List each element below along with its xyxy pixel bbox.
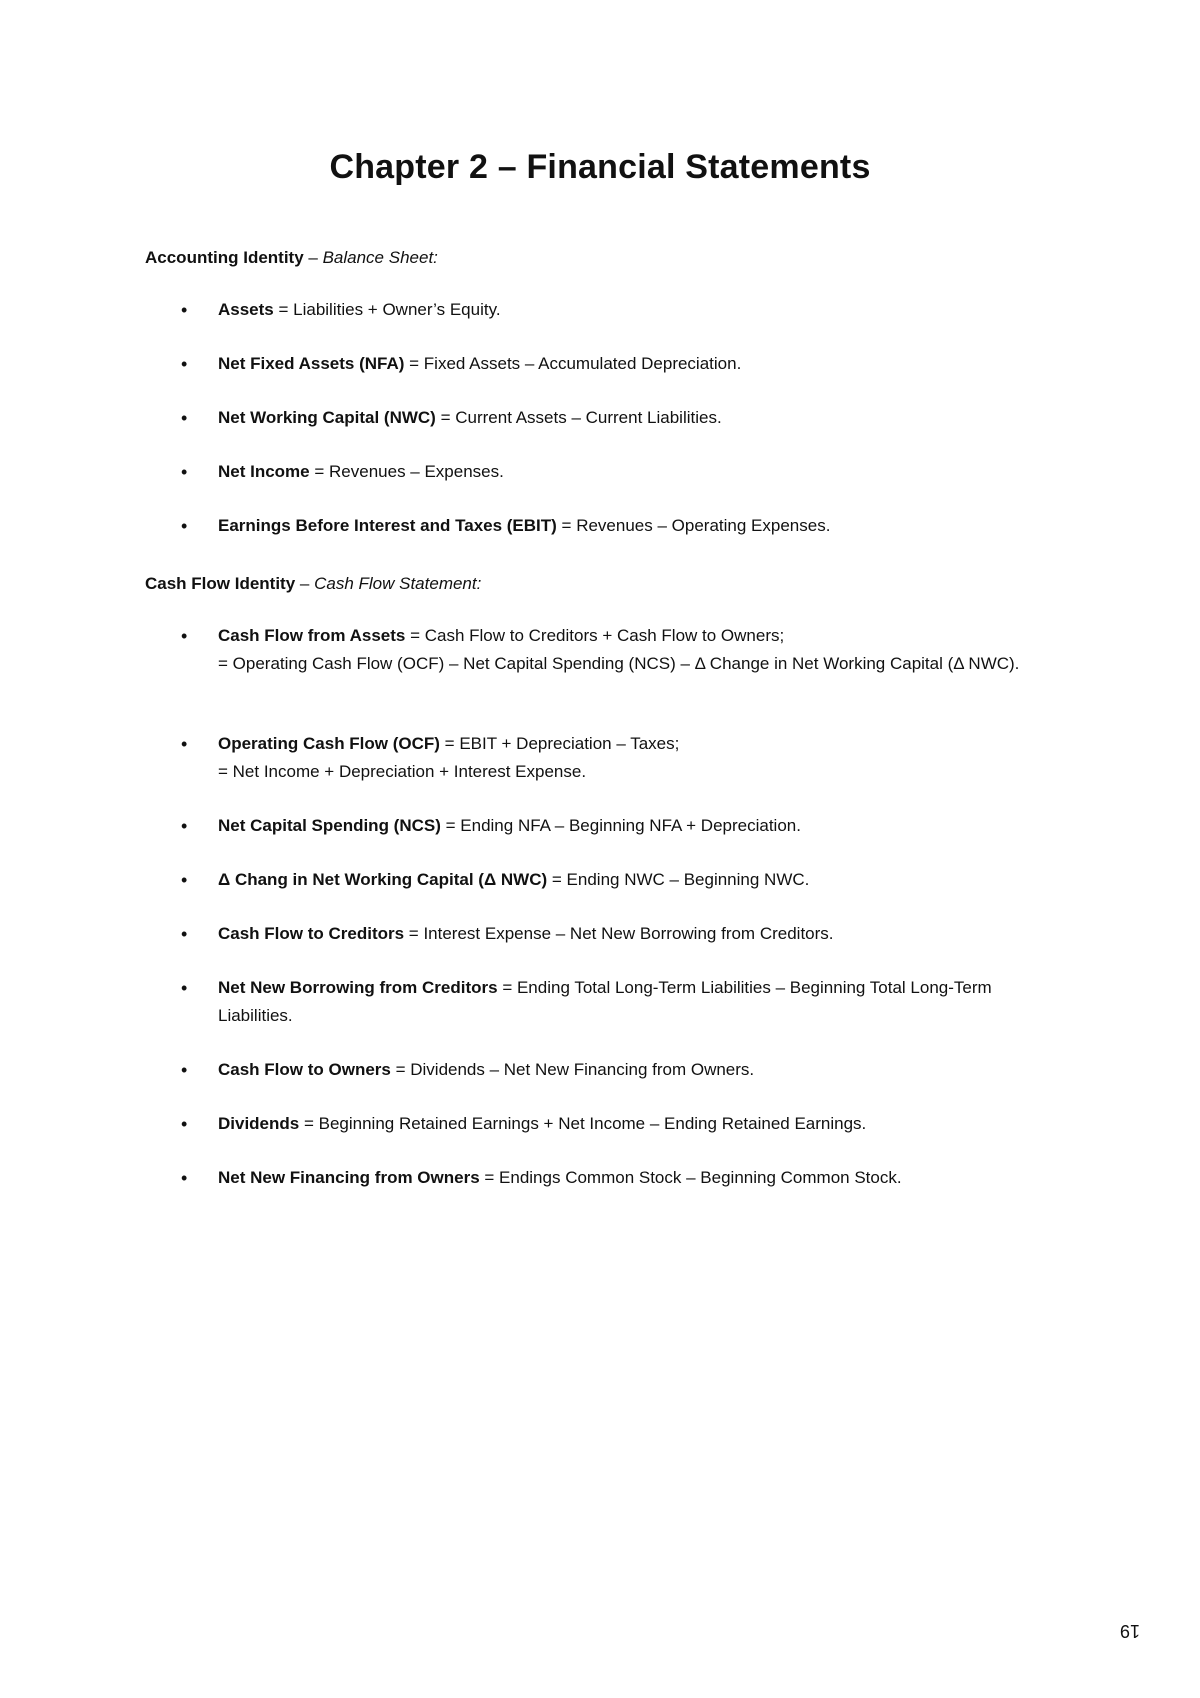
bullet-icon: • — [181, 978, 188, 998]
item-term: Δ Chang in Net Working Capital (Δ NWC) — [218, 870, 548, 889]
bullet-icon: • — [181, 816, 188, 836]
item-term: Net Fixed Assets (NFA) — [218, 354, 405, 373]
bullet-icon: • — [181, 626, 188, 646]
item-definition: = Dividends – Net New Financing from Owners. — [390, 1060, 755, 1079]
bullet-icon: • — [181, 1114, 188, 1134]
item-definition: = Revenues – Operating Expenses. — [556, 516, 831, 535]
item-definition: = Beginning Retained Earnings + Net Income – Ending Retained Earnings. — [299, 1114, 867, 1133]
list-item — [145, 512, 1065, 540]
item-term: Cash Flow to Creditors — [218, 924, 405, 943]
item-continuation: = Net Income + Depreciation + Interest Expense. — [218, 762, 587, 781]
list-item — [145, 866, 1065, 894]
item-continuation: = Operating Cash Flow (OCF) – Net Capital Spending (NCS) – Δ Change in Net Working Capital (Δ NWC). — [218, 654, 1020, 673]
bullet-icon: • — [181, 408, 188, 428]
bullet-icon: • — [181, 1168, 188, 1188]
item-term: Dividends — [218, 1114, 300, 1133]
section-heading-term: Accounting Identity — [145, 248, 304, 267]
section-heading-sep: – — [303, 248, 323, 267]
item-term: Net Income — [218, 462, 310, 481]
list-item — [145, 458, 1065, 486]
bullet-icon: • — [181, 924, 188, 944]
item-term: Net New Financing from Owners — [218, 1168, 480, 1187]
item-definition: = Interest Expense – Net New Borrowing from Creditors. — [404, 924, 834, 943]
page-title: Chapter 2 – Financial Statements — [329, 148, 871, 186]
bullet-icon: • — [181, 300, 188, 320]
item-definition: = Fixed Assets – Accumulated Depreciation. — [404, 354, 742, 373]
list-item — [145, 350, 1065, 378]
section-heading-accounting — [145, 246, 438, 270]
item-term: Net Working Capital (NWC) — [218, 408, 436, 427]
list-item — [145, 730, 1065, 786]
item-term: Cash Flow from Assets — [218, 626, 406, 645]
list-item — [145, 920, 1065, 948]
list-item — [145, 622, 1065, 678]
item-definition: = Cash Flow to Creditors + Cash Flow to Owners; — [405, 626, 785, 645]
bullet-icon: • — [181, 354, 188, 374]
item-definition: = EBIT + Depreciation – Taxes; — [439, 734, 680, 753]
list-item — [145, 974, 1065, 1030]
list-item — [145, 1056, 1065, 1084]
item-definition: = Ending NFA – Beginning NFA + Depreciation. — [440, 816, 801, 835]
item-definition: = Liabilities + Owner’s Equity. — [273, 300, 501, 319]
list-item — [145, 1164, 1065, 1192]
list-item — [145, 1110, 1065, 1138]
section-heading-term: Cash Flow Identity — [145, 574, 296, 593]
item-definition: = Ending Total Long-Term Liabilities – Beginning Total Long-Term Liabilities. — [218, 978, 992, 1025]
bullet-icon: • — [181, 1060, 188, 1080]
item-term: Cash Flow to Owners — [218, 1060, 391, 1079]
bullet-icon: • — [181, 462, 188, 482]
list-item — [145, 404, 1065, 432]
section-heading-cash-flow — [145, 572, 481, 596]
list-item — [145, 812, 1065, 840]
bullet-icon: • — [181, 516, 188, 536]
section-heading-sep: – — [295, 574, 315, 593]
bullet-icon: • — [181, 734, 188, 754]
item-definition: = Ending NWC – Beginning NWC. — [547, 870, 810, 889]
bullet-icon: • — [181, 870, 188, 890]
section-heading-subtitle: Balance Sheet: — [322, 248, 438, 267]
item-term: Net New Borrowing from Creditors — [218, 978, 498, 997]
item-definition: = Revenues – Expenses. — [309, 462, 504, 481]
item-term: Operating Cash Flow (OCF) — [218, 734, 440, 753]
item-term: Earnings Before Interest and Taxes (EBIT) — [218, 516, 557, 535]
item-definition: = Endings Common Stock – Beginning Common Stock. — [479, 1168, 902, 1187]
item-term: Assets — [218, 300, 274, 319]
item-definition: = Current Assets – Current Liabilities. — [435, 408, 722, 427]
list-item — [145, 296, 1065, 324]
item-term: Net Capital Spending (NCS) — [218, 816, 441, 835]
page-number: 19 — [1120, 1621, 1141, 1641]
section-heading-subtitle: Cash Flow Statement: — [314, 574, 482, 593]
